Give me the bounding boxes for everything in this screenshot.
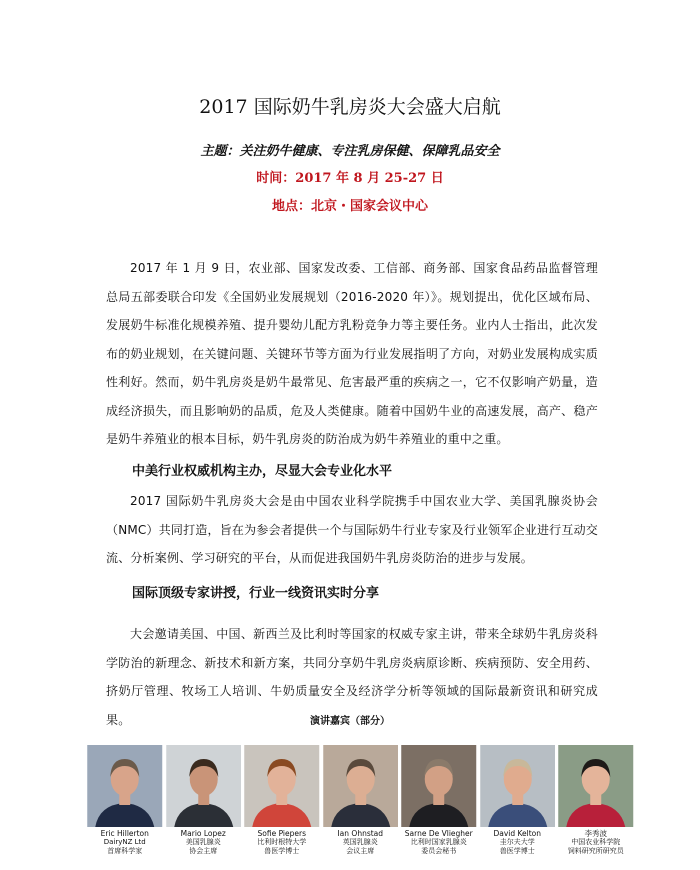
speaker-name: Ian Ohnstad bbox=[337, 829, 384, 838]
speaker-name: Sarne De Vliegher bbox=[404, 829, 473, 838]
speaker-gallery bbox=[87, 745, 635, 860]
speaker-title: 协会主席 bbox=[189, 847, 218, 855]
speaker-card bbox=[87, 745, 163, 860]
organizers-paragraph: 2017 国际奶牛乳房炎大会是由中国农业科学院携手中国农业大学、美国乳腺炎协会（NMC）共同打造，旨在为参会者提供一个与国际奶牛行业专家及行业领军企业进行互动交流、分析案例、学习研究的平台，从而促进我国奶牛乳房炎防治的进步与发展。 bbox=[106, 494, 598, 565]
speaker-affiliation: 比利时根特大学 bbox=[257, 838, 307, 846]
speaker-caption bbox=[87, 829, 163, 856]
speaker-card bbox=[558, 745, 634, 860]
speaker-card bbox=[480, 745, 556, 860]
speaker-card bbox=[244, 745, 320, 860]
experts-paragraph: 大会邀请美国、中国、新西兰及比利时等国家的权威专家主讲，带来全球奶牛乳房炎科学防治的新理念、新技术和新方案，共同分享奶牛乳房炎病原诊断、疾病预防、安全用药、挤奶厅管理、牧场工人培训、牛奶质量安全及经济学分析等领域的国际最新资讯和研究成果。 bbox=[106, 627, 598, 727]
speaker-title: 首席科学家 bbox=[107, 847, 143, 855]
speaker-name: Sofie Piepers bbox=[257, 829, 306, 838]
speaker-title: 兽医学博士 bbox=[264, 847, 300, 855]
speaker-caption bbox=[166, 829, 242, 856]
speaker-title: 饲料研究所研究员 bbox=[567, 847, 624, 855]
speaker-card bbox=[166, 745, 242, 860]
speaker-name: David Kelton bbox=[493, 829, 542, 838]
speaker-photo bbox=[244, 745, 320, 827]
speaker-name: Mario Lopez bbox=[180, 829, 226, 838]
speaker-affiliation: 中国农业科学院 bbox=[571, 838, 621, 846]
speaker-affiliation: DairyNZ Ltd bbox=[103, 838, 146, 846]
speaker-title: 会议主席 bbox=[346, 847, 375, 855]
speaker-affiliation: 美国乳腺炎 bbox=[185, 838, 221, 846]
speaker-photo bbox=[480, 745, 556, 827]
speakers-label: 演讲嘉宾（部分） bbox=[310, 716, 390, 727]
speaker-card bbox=[401, 745, 477, 860]
speaker-caption bbox=[244, 829, 320, 856]
conference-theme: 主题：关注奶牛健康、专注乳房保健、保障乳品安全 bbox=[200, 144, 500, 159]
speaker-title: 兽医学博士 bbox=[499, 847, 535, 855]
speaker-affiliation: 英国乳腺炎 bbox=[342, 838, 378, 846]
speaker-photo bbox=[401, 745, 477, 827]
speaker-title: 委员会秘书 bbox=[421, 847, 457, 855]
section-heading-organizers: 中美行业权威机构主办，尽显大会专业化水平 bbox=[132, 464, 393, 479]
speaker-caption bbox=[480, 829, 556, 856]
speaker-caption bbox=[323, 829, 399, 856]
speaker-name: 李秀波 bbox=[584, 829, 607, 838]
speaker-affiliation: 比利时国家乳腺炎 bbox=[410, 838, 467, 846]
speaker-card bbox=[323, 745, 399, 860]
speaker-photo bbox=[87, 745, 163, 827]
intro-paragraph: 2017 年 1 月 9 日，农业部、国家发改委、工信部、商务部、国家食品药品监督管理总局五部委联合印发《全国奶业发展规划（2016-2020 年）》。规划提出，优化区域布局、发展奶牛标准化规模养殖、提升婴幼儿配方乳粉竞争力等主要任务。业内人士指出，此次发布的奶业规划，在关键问题、关键环节等方面为行业发展指明了方向，对奶业发展构成实质性利好。然而，奶牛乳房炎是奶牛最常见、危害最严重的疾病之一，它不仅影响产奶量，造成经济损失，而且影响奶的品质，危及人类健康。随着中国奶牛业的高速发展，高产、稳产是奶牛养殖业的根本目标，奶牛乳房炎的防治成为奶牛养殖业的重中之重。 bbox=[106, 261, 598, 446]
conference-time: 时间：2017 年 8 月 25-27 日 bbox=[256, 171, 444, 186]
speaker-photo bbox=[558, 745, 634, 827]
conference-place: 地点：北京・国家会议中心 bbox=[271, 199, 428, 214]
speaker-caption bbox=[558, 829, 634, 856]
speaker-photo bbox=[166, 745, 242, 827]
speaker-caption bbox=[401, 829, 477, 856]
speaker-affiliation: 圭尔夫大学 bbox=[499, 838, 535, 846]
speaker-photo bbox=[323, 745, 399, 827]
speaker-name: Eric Hillerton bbox=[100, 829, 149, 838]
section-heading-experts: 国际顶级专家讲授，行业一线资讯实时分享 bbox=[132, 586, 380, 601]
page-title: 2017 国际奶牛乳房炎大会盛大启航 bbox=[199, 96, 501, 118]
